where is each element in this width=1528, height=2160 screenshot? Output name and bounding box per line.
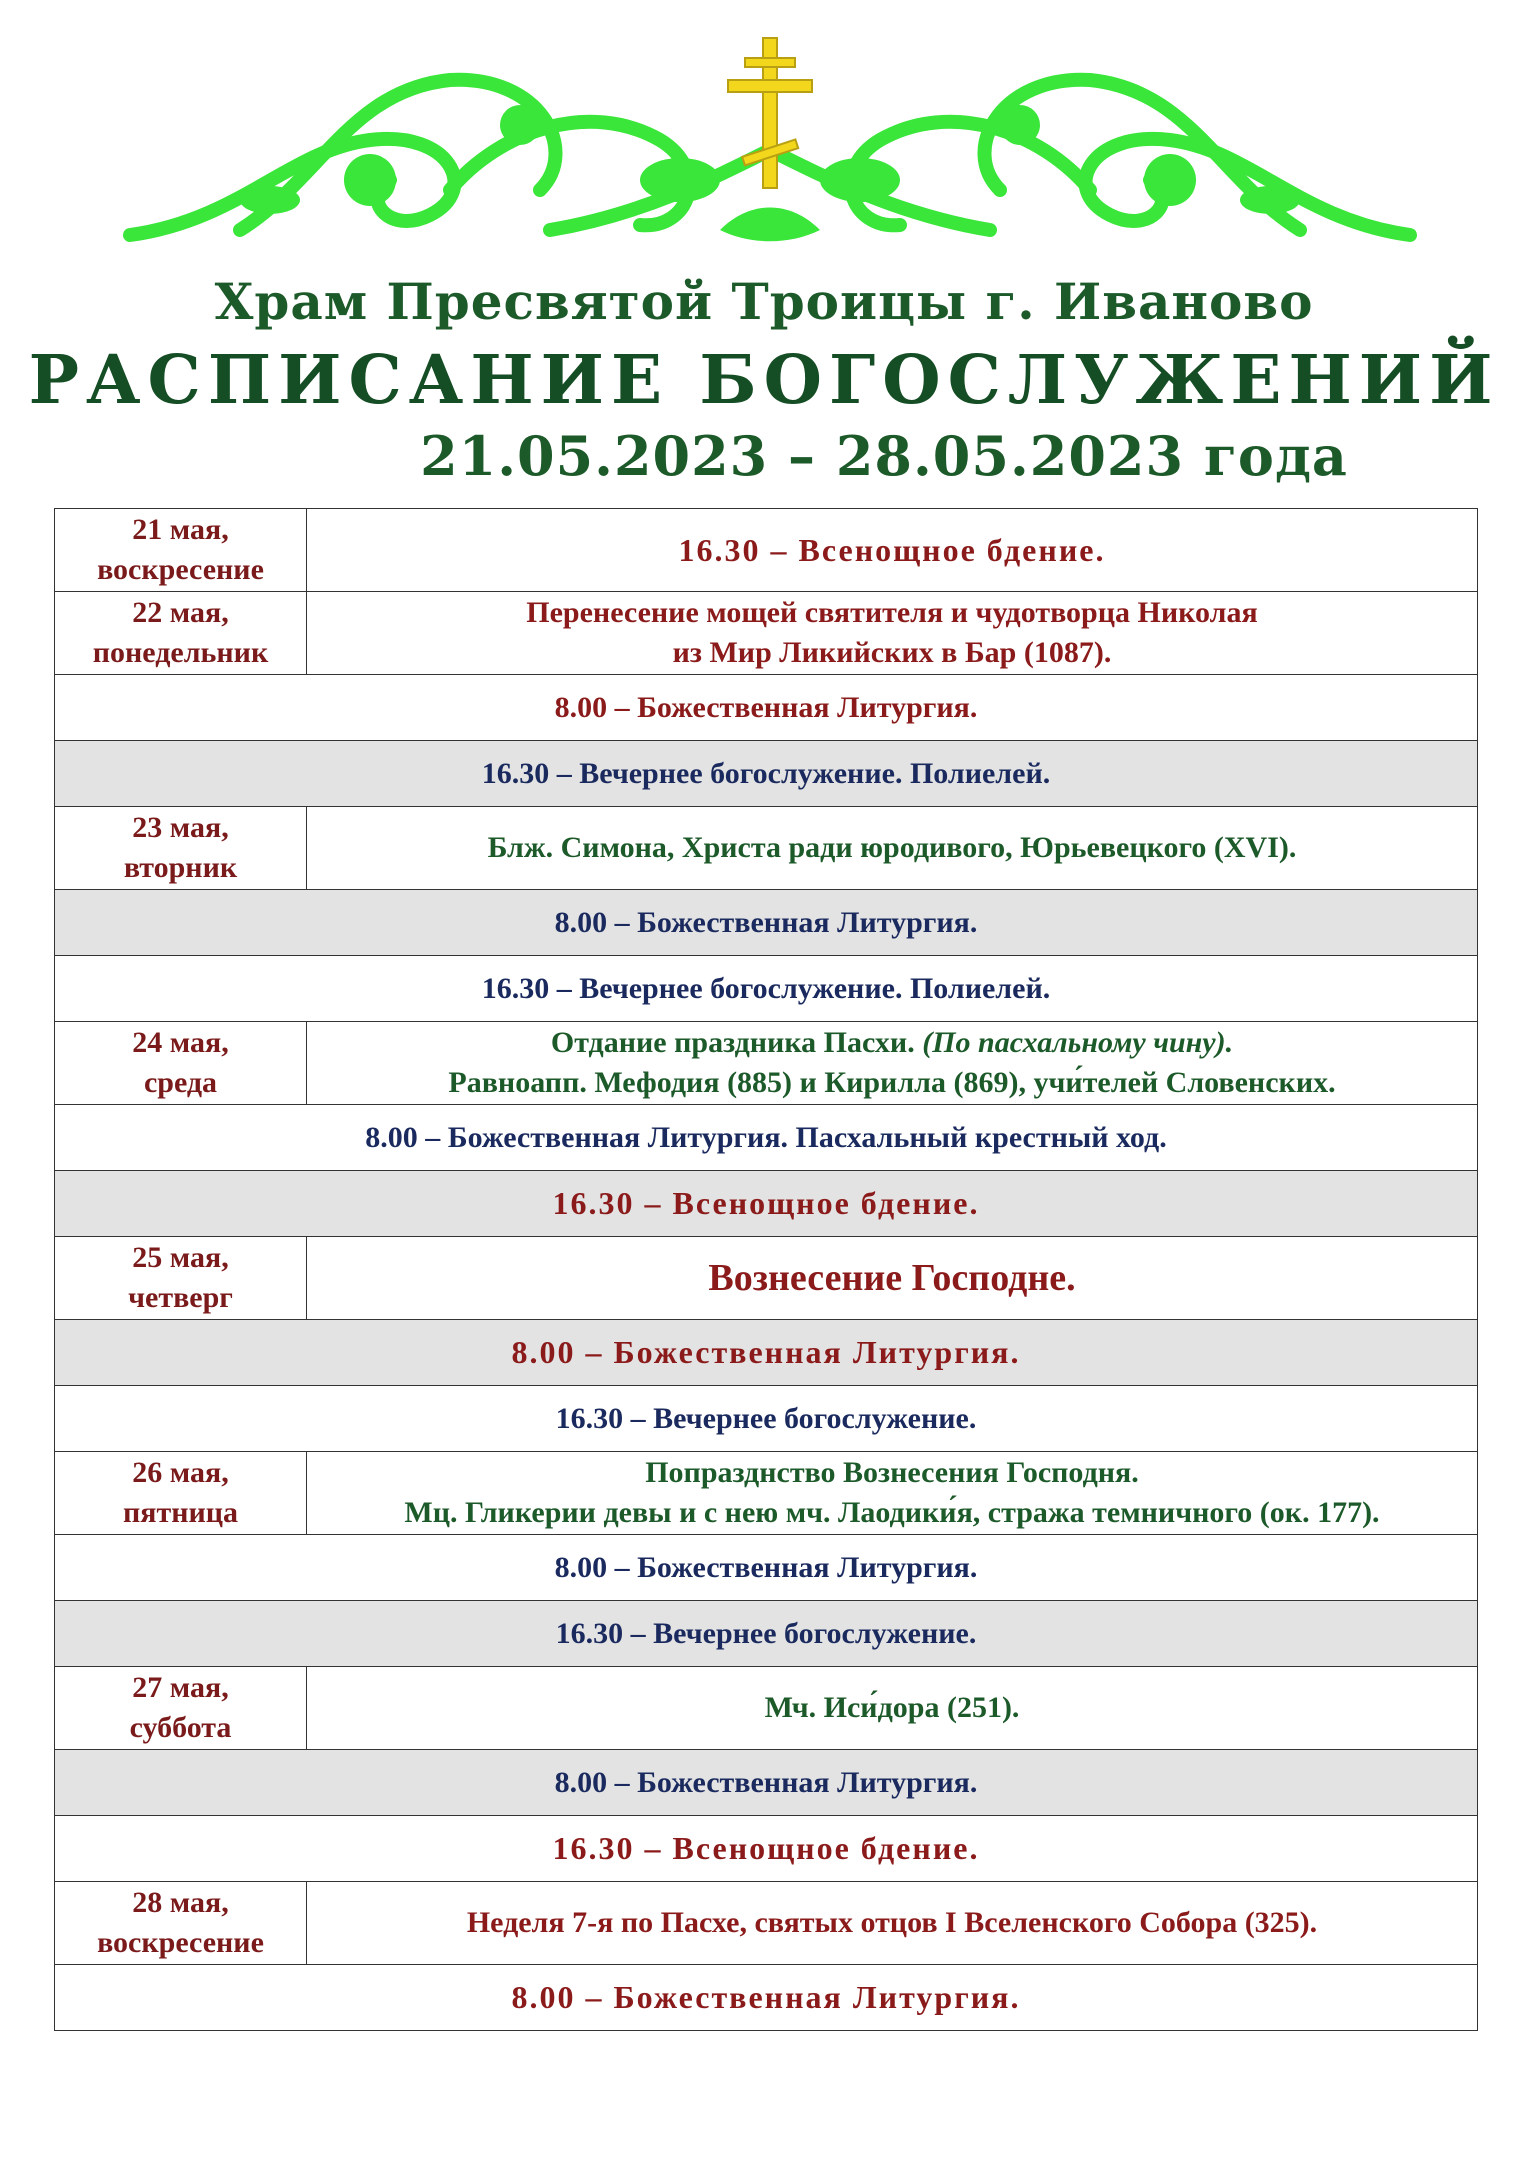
service-row bbox=[55, 956, 1478, 1022]
day-date: 23 мая, bbox=[132, 811, 229, 844]
feast-text: Вознесение Господне. bbox=[708, 1257, 1076, 1299]
feast-text: из Мир Ликийских в Бар (1087). bbox=[672, 636, 1112, 669]
feast-text: Перенесение мощей святителя и чудотворца Николая bbox=[526, 596, 1258, 629]
feast-line bbox=[311, 1493, 1473, 1533]
service-row bbox=[55, 890, 1478, 956]
feast-line bbox=[311, 633, 1473, 673]
service-text: 8.00 – Божественная Литургия. bbox=[55, 1535, 1478, 1601]
day-row bbox=[55, 1882, 1478, 1965]
day-row bbox=[55, 1022, 1478, 1105]
service-row bbox=[55, 1816, 1478, 1882]
day-date-cell bbox=[55, 1882, 307, 1965]
day-date-cell bbox=[55, 1667, 307, 1750]
feast-text: 16.30 – Всенощное бдение. bbox=[678, 532, 1106, 568]
service-text: 16.30 – Вечернее богослужение. bbox=[55, 1601, 1478, 1667]
service-row bbox=[55, 1171, 1478, 1237]
service-text: 8.00 – Божественная Литургия. bbox=[55, 1320, 1478, 1386]
day-date: 26 мая, bbox=[132, 1456, 229, 1489]
day-date: 28 мая, bbox=[132, 1886, 229, 1919]
service-row bbox=[55, 1320, 1478, 1386]
day-date-cell bbox=[55, 1237, 307, 1320]
service-text: 16.30 – Вечернее богослужение. bbox=[55, 1386, 1478, 1452]
service-text: 8.00 – Божественная Литургия. bbox=[55, 890, 1478, 956]
feast-line bbox=[311, 1688, 1473, 1728]
feast-cell bbox=[307, 1452, 1478, 1535]
schedule-table bbox=[54, 508, 1478, 2031]
feast-cell bbox=[307, 1022, 1478, 1105]
service-row bbox=[55, 1965, 1478, 2031]
feast-cell bbox=[307, 1667, 1478, 1750]
feast-text: Попразднство Вознесения Господня. bbox=[645, 1456, 1139, 1489]
day-date-cell bbox=[55, 1022, 307, 1105]
feast-line bbox=[311, 530, 1473, 570]
feast-text: Отдание праздника Пасхи. bbox=[550, 1026, 915, 1059]
service-text: 8.00 – Божественная Литургия. bbox=[55, 675, 1478, 741]
day-row bbox=[55, 1452, 1478, 1535]
day-date: 22 мая, bbox=[132, 596, 229, 629]
day-date-cell bbox=[55, 592, 307, 675]
service-row bbox=[55, 1105, 1478, 1171]
day-weekday: воскресение bbox=[97, 1926, 264, 1959]
date-range: 21.05.2023 – 28.05.2023 года bbox=[420, 424, 1348, 488]
day-weekday: понедельник bbox=[92, 636, 269, 669]
day-date: 24 мая, bbox=[132, 1026, 229, 1059]
service-row bbox=[55, 1535, 1478, 1601]
day-row bbox=[55, 1667, 1478, 1750]
feast-cell bbox=[307, 807, 1478, 890]
day-date: 21 мая, bbox=[132, 513, 229, 546]
day-weekday: четверг bbox=[128, 1281, 233, 1314]
service-text: 8.00 – Божественная Литургия. bbox=[55, 1965, 1478, 2031]
page-title: РАСПИСАНИЕ БОГОСЛУЖЕНИЙ bbox=[28, 340, 1500, 419]
feast-cell bbox=[307, 1237, 1478, 1320]
service-text: 16.30 – Вечернее богослужение. Полиелей. bbox=[55, 741, 1478, 807]
service-text: 16.30 – Всенощное бдение. bbox=[55, 1171, 1478, 1237]
feast-cell bbox=[307, 509, 1478, 592]
day-weekday: пятница bbox=[122, 1496, 239, 1529]
feast-line bbox=[311, 1023, 1473, 1063]
day-date: 25 мая, bbox=[132, 1241, 229, 1274]
service-text: 16.30 – Всенощное бдение. bbox=[55, 1816, 1478, 1882]
feast-cell bbox=[307, 1882, 1478, 1965]
service-row bbox=[55, 1386, 1478, 1452]
service-row bbox=[55, 1601, 1478, 1667]
day-row bbox=[55, 509, 1478, 592]
feast-cell bbox=[307, 592, 1478, 675]
feast-text: Неделя 7-я по Пасхе, святых отцов I Вселенского Собора (325). bbox=[466, 1906, 1318, 1939]
day-row bbox=[55, 592, 1478, 675]
feast-note: (По пасхальному чину). bbox=[922, 1026, 1234, 1059]
church-name: Храм Пресвятой Троицы г. Иваново bbox=[214, 272, 1314, 331]
service-row bbox=[55, 675, 1478, 741]
day-row bbox=[55, 807, 1478, 890]
feast-line bbox=[311, 828, 1473, 868]
day-weekday: вторник bbox=[123, 851, 238, 884]
day-weekday: среда bbox=[143, 1066, 218, 1099]
day-weekday: суббота bbox=[129, 1711, 232, 1744]
feast-line bbox=[311, 593, 1473, 633]
feast-line bbox=[311, 1453, 1473, 1493]
service-text: 16.30 – Вечернее богослужение. Полиелей. bbox=[55, 956, 1478, 1022]
feast-line bbox=[311, 1258, 1473, 1298]
feast-text: Мч. Иси́дора (251). bbox=[764, 1691, 1020, 1724]
feast-line bbox=[311, 1063, 1473, 1103]
service-text: 8.00 – Божественная Литургия. bbox=[55, 1750, 1478, 1816]
day-date-cell bbox=[55, 509, 307, 592]
service-row bbox=[55, 1750, 1478, 1816]
day-row bbox=[55, 1237, 1478, 1320]
day-date: 27 мая, bbox=[132, 1671, 229, 1704]
day-weekday: воскресение bbox=[97, 553, 264, 586]
service-row bbox=[55, 741, 1478, 807]
feast-text: Мц. Гликерии девы и с нею мч. Лаодики́я, стража темничного (ок. 177). bbox=[404, 1496, 1380, 1529]
day-date-cell bbox=[55, 807, 307, 890]
day-date-cell bbox=[55, 1452, 307, 1535]
feast-text: Равноапп. Мефодия (885) и Кирилла (869), учи́телей Словенских. bbox=[448, 1066, 1336, 1099]
service-text: 8.00 – Божественная Литургия. Пасхальный крестный ход. bbox=[55, 1105, 1478, 1171]
feast-line bbox=[311, 1903, 1473, 1943]
floral-ornament bbox=[120, 30, 1420, 275]
feast-text: Блж. Симона, Христа ради юродивого, Юрьевецкого (XVI). bbox=[487, 831, 1297, 864]
